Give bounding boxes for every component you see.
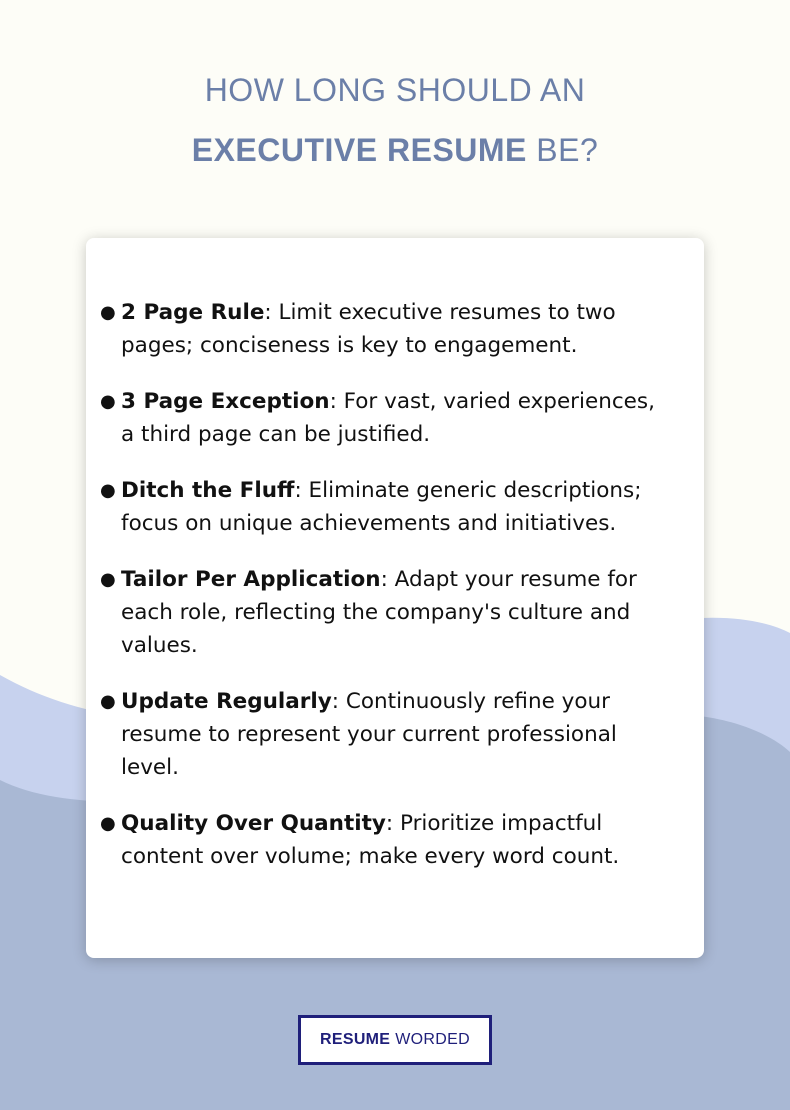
tip-item xyxy=(100,807,674,873)
tip-title: Quality Over Quantity xyxy=(121,811,386,836)
tip-title: 2 Page Rule xyxy=(121,300,265,325)
tip-title: Ditch the Fluff xyxy=(121,478,295,503)
tip-title: Update Regularly xyxy=(121,689,332,714)
heading-suffix: BE? xyxy=(526,132,599,168)
heading-line-1: HOW LONG SHOULD AN xyxy=(204,72,586,108)
tips-card xyxy=(86,238,704,958)
resume-worded-logo xyxy=(298,1015,492,1065)
tip-title: 3 Page Exception xyxy=(121,389,330,414)
bullet-icon: ● xyxy=(100,391,116,412)
tip-item xyxy=(100,474,674,540)
tip-text: : Eliminate generic descriptions; focus on unique achievements and initiatives. xyxy=(121,478,642,536)
tip-text: : Continuously refine your resume to represent your current professional level. xyxy=(121,689,617,780)
logo-bold-text: RESUME xyxy=(320,1031,391,1048)
tip-text: : For vast, varied experiences, a third page can be justified. xyxy=(121,389,655,447)
tip-text: : Prioritize impactful content over volume; make every word count. xyxy=(121,811,620,869)
tip-text: : Limit executive resumes to two pages; conciseness is key to engagement. xyxy=(121,300,616,358)
tips-list xyxy=(100,296,674,873)
tip-text: : Adapt your resume for each role, reflecting the company's culture and values. xyxy=(121,567,637,658)
tip-item xyxy=(100,296,674,362)
bullet-icon: ● xyxy=(100,691,116,712)
tip-item xyxy=(100,385,674,451)
bullet-icon: ● xyxy=(100,302,116,323)
heading-line-2 xyxy=(0,118,790,182)
heading-emphasis: EXECUTIVE RESUME xyxy=(191,132,527,168)
logo-light-text: WORDED xyxy=(395,1031,470,1048)
tip-title: Tailor Per Application xyxy=(121,567,381,592)
tip-item xyxy=(100,563,674,662)
bullet-icon: ● xyxy=(100,480,116,501)
tip-item xyxy=(100,685,674,784)
bullet-icon: ● xyxy=(100,569,116,590)
page-heading xyxy=(0,62,790,182)
bullet-icon: ● xyxy=(100,813,116,834)
